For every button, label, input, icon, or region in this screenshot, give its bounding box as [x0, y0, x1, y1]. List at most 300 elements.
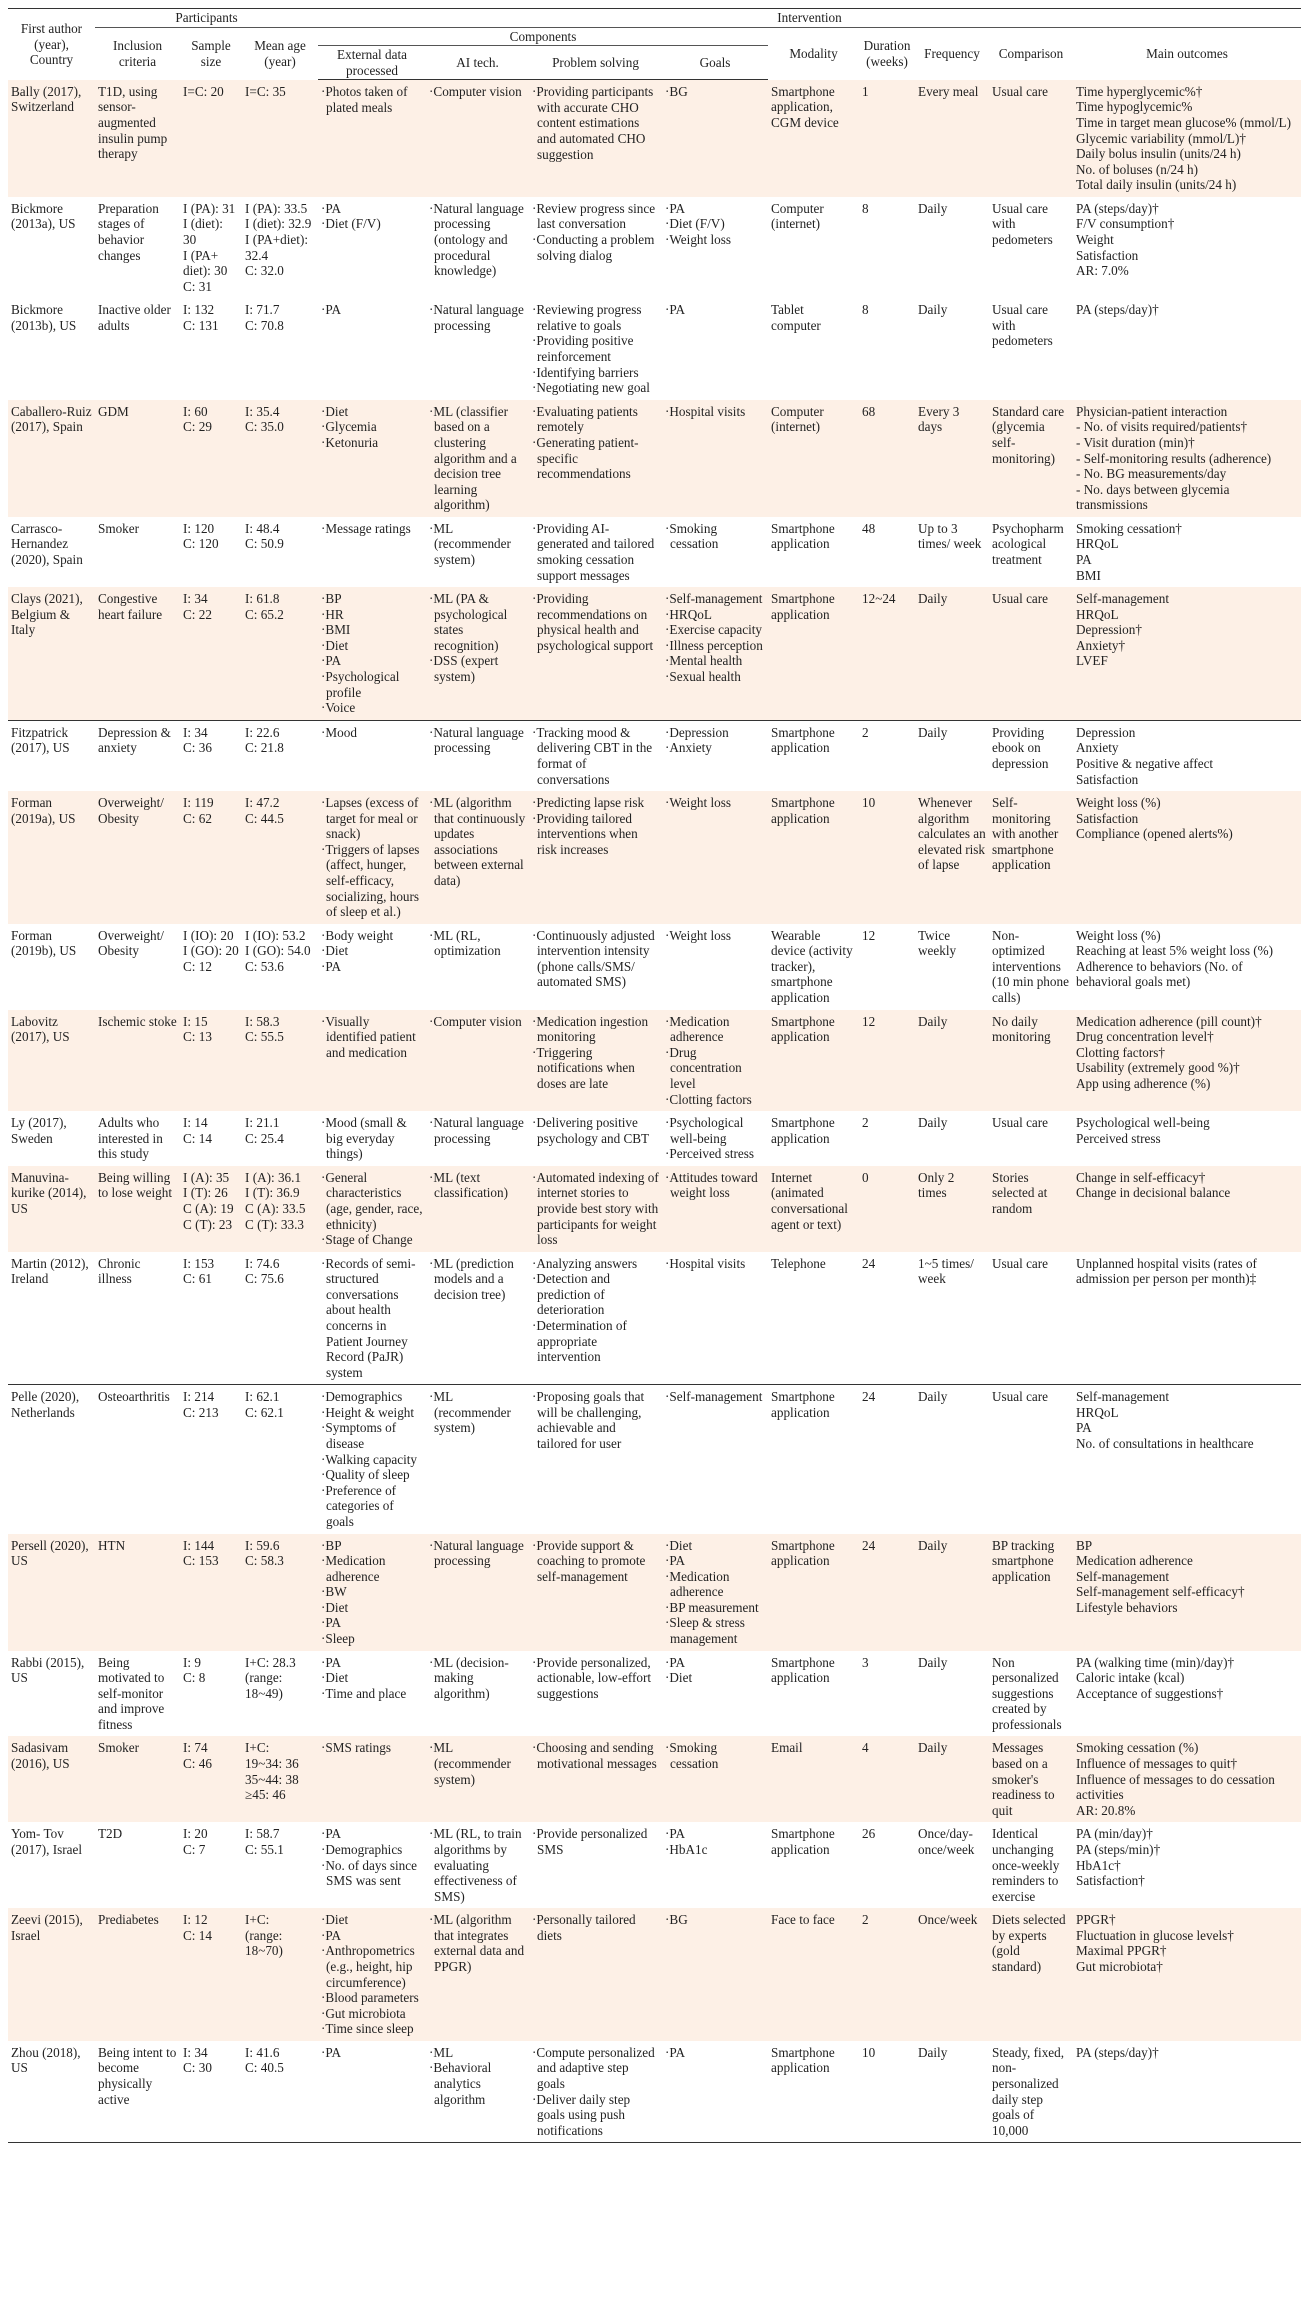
cell-line: Medication adherence — [1076, 1553, 1193, 1569]
bullet-item: ·Proposing goals that will be challenging, achievable and tailored for user — [532, 1389, 645, 1452]
sample-size-cell — [180, 791, 242, 924]
duration-cell: 2 — [862, 1115, 869, 1131]
frequency-cell: Every meal — [915, 80, 989, 197]
cell-line: C: 75.6 — [245, 1271, 284, 1287]
outcomes-cell — [1073, 400, 1301, 517]
cell-line: I: 71.7 — [245, 302, 280, 318]
bullet-item: ·PA — [321, 1927, 342, 1943]
cell-line: Acceptance of suggestions† — [1076, 1685, 1224, 1701]
inclusion-cell: T1D, using sensor-augmented insulin pump therapy — [95, 80, 180, 197]
cell-line: I: 35.4 — [245, 403, 280, 419]
duration-cell: 26 — [862, 1826, 876, 1842]
cell-line: Influence of messages to quit† — [1076, 1756, 1238, 1772]
cell-line: I: 15 — [183, 1013, 208, 1029]
cell-line: I (T): 36.9 — [245, 1185, 300, 1201]
bullet-item: ·Diet — [321, 403, 349, 419]
problem-solving-cell — [529, 1651, 662, 1737]
modality-cell: Smartphone application — [771, 520, 835, 552]
inclusion-cell: Ischemic stoke — [95, 1010, 180, 1111]
cell-line: I: 74.6 — [245, 1255, 280, 1271]
mean-age-cell — [242, 791, 318, 924]
bullet-item: ·Illness perception — [665, 637, 763, 653]
cell-line: Time in target mean glucose% (mmol/L) — [1076, 114, 1292, 130]
cell-line: I: 120 — [183, 520, 215, 536]
modality-cell: Email — [768, 1736, 859, 1822]
mean-age-cell — [242, 720, 318, 791]
cell-line: No. of consultations in healthcare — [1076, 1436, 1254, 1452]
external-data-cell — [318, 924, 426, 1010]
cell-line: I: 47.2 — [245, 795, 280, 811]
comparison-cell: Diets selected by experts (gold standard) — [989, 1908, 1073, 2041]
bullet-item: ·Personally tailored diets — [532, 1912, 636, 1943]
cell-line: I: 14 — [183, 1115, 208, 1131]
comparison-cell: Usual care with pedometers — [992, 302, 1053, 349]
problem-solving-cell — [529, 1385, 662, 1534]
bullet-item: ·Body weight — [321, 927, 394, 943]
cell-line: I (PA+ diet): 30 — [183, 247, 228, 279]
cell-line: BP — [1076, 1537, 1093, 1553]
bullet-item: ·Conducting a problem solving dialog — [532, 232, 655, 263]
problem-solving-cell — [529, 1534, 662, 1651]
table-body — [8, 80, 1301, 2143]
inclusion-cell: HTN — [95, 1534, 180, 1651]
cell-line: I (T): 26 — [183, 1185, 228, 1201]
mean-age-cell — [242, 1822, 318, 1908]
cell-line: PA — [1076, 552, 1092, 567]
cell-line: C: 61 — [183, 1271, 212, 1287]
bullet-item: ·ML (classifier based on a clustering algorithm and a decision tree learning algorithm) — [429, 403, 517, 513]
bullet-item: ·Mood — [321, 724, 357, 740]
duration-cell: 12 — [862, 927, 876, 943]
problem-solving-cell — [529, 197, 662, 298]
bullet-item: ·Providing AI-generated and tailored smoking cessation support messages — [532, 520, 655, 583]
cell-line: Self-management — [1076, 1389, 1170, 1405]
bullet-item: ·General characteristics (age, gender, race, ethnicity) — [321, 1169, 423, 1232]
table-row — [8, 80, 1301, 197]
mean-age-cell — [242, 2041, 318, 2143]
author-cell: Manuvina-kurike (2014), US — [8, 1166, 95, 1252]
frequency-cell: Daily — [918, 200, 948, 216]
cell-line: PA (steps/day)† — [1076, 200, 1159, 216]
cell-line: Medication adherence (pill count)† — [1076, 1013, 1262, 1029]
external-data-cell — [318, 720, 426, 791]
problem-solving-cell — [529, 1166, 662, 1252]
cell-line: Adherence to behaviors (No. of behavioral goals met) — [1076, 958, 1243, 990]
outcomes-cell — [1073, 924, 1301, 1010]
ai-tech-cell — [426, 1252, 529, 1385]
mean-age-cell — [242, 1534, 318, 1651]
mean-age-cell — [242, 400, 318, 517]
inclusion-cell: Congestive heart failure — [95, 587, 180, 720]
duration-cell: 8 — [862, 200, 869, 216]
comparison-cell: Psychopharm acological treatment — [992, 520, 1064, 567]
cell-line: I=C: 35 — [245, 83, 286, 99]
bullet-item: ·Visually identified patient and medication — [321, 1013, 416, 1060]
inclusion-cell: Inactive older adults — [98, 302, 171, 333]
author-cell: Bally (2017), Switzerland — [8, 80, 95, 197]
external-data-cell — [318, 197, 426, 298]
ai-tech-cell — [426, 791, 529, 924]
table-row — [8, 791, 1301, 924]
bullet-item: ·Providing participants with accurate CHO content estimations and automated CHO suggestion — [532, 84, 654, 162]
inclusion-cell: Depression & anxiety — [95, 720, 180, 791]
author-cell: Bickmore (2013a), US — [11, 200, 76, 232]
comparison-cell: Usual care — [989, 587, 1073, 720]
mean-age-cell — [242, 1385, 318, 1534]
comparison-cell: Usual care with pedometers — [992, 200, 1053, 248]
bullet-item: ·ML (recommender system) — [429, 520, 511, 567]
comparison-cell: Usual care — [989, 1385, 1073, 1534]
cell-line: C: 36 — [183, 740, 212, 756]
bullet-item: ·Attitudes toward weight loss — [665, 1169, 758, 1201]
comparison-cell: Messages based on a smoker's readiness to quit — [989, 1736, 1073, 1822]
duration-cell: 8 — [862, 302, 869, 318]
cell-line: 35~44: 38 — [245, 1771, 299, 1787]
bullet-item: ·PA — [321, 200, 342, 216]
bullet-item: ·HRQoL — [665, 606, 712, 622]
bullet-item: ·Depression — [665, 724, 729, 740]
cell-line: AR: 20.8% — [1076, 1802, 1136, 1818]
header-goals: Goals — [662, 46, 768, 80]
bullet-item: ·Anthropometrics (e.g., height, hip circumference) — [321, 1943, 415, 1990]
outcomes-cell — [1073, 1822, 1301, 1908]
cell-line: - Visit duration (min)† — [1076, 434, 1195, 450]
cell-line: C: 50.9 — [245, 536, 284, 552]
cell-line: PA (steps/min)† — [1076, 1841, 1161, 1857]
outcomes-cell — [1073, 1010, 1301, 1111]
bullet-item: ·Blood parameters — [321, 1990, 419, 2006]
header-external-data: External data processed — [318, 46, 426, 80]
bullet-item: ·Ketonuria — [321, 434, 379, 450]
bullet-item: ·Reviewing progress relative to goals — [532, 302, 642, 333]
problem-solving-cell — [529, 1252, 662, 1385]
outcomes-cell — [1073, 197, 1301, 298]
author-cell: Forman (2019a), US — [8, 791, 95, 924]
problem-solving-cell — [529, 298, 662, 399]
cell-line: Self-management — [1076, 1568, 1170, 1584]
ai-tech-cell — [426, 1385, 529, 1534]
cell-line: C (T): 23 — [183, 1216, 233, 1232]
external-data-cell — [318, 1736, 426, 1822]
header-first-author: First author (year), Country — [8, 9, 95, 80]
bullet-item: ·PA — [321, 958, 342, 974]
cell-line: Gut microbiota† — [1076, 1958, 1163, 1974]
author-cell: Zhou (2018), US — [8, 2041, 95, 2143]
cell-line: PA — [1076, 1420, 1092, 1436]
problem-solving-cell — [529, 400, 662, 517]
modality-cell: Smartphone application — [768, 587, 859, 720]
duration-cell: 68 — [859, 400, 915, 517]
bullet-item: ·Gut microbiota — [321, 2005, 406, 2021]
cell-line: I: 58.3 — [245, 1013, 280, 1029]
cell-line: Anxiety — [1076, 740, 1119, 756]
comparison-cell: Identical unchanging once-weekly reminders to exercise — [992, 1826, 1060, 1904]
author-cell: Forman (2019b), US — [11, 927, 77, 959]
cell-line: - No. days between glycemia transmissions — [1076, 481, 1230, 513]
bullet-item: ·Delivering positive psychology and CBT — [532, 1115, 650, 1146]
mean-age-cell — [242, 80, 318, 197]
table-row — [8, 197, 1301, 298]
duration-cell: 10 — [859, 791, 915, 924]
problem-solving-cell — [529, 2041, 662, 2143]
sample-size-cell — [180, 1651, 242, 1737]
header-outcomes: Main outcomes — [1146, 45, 1228, 61]
cell-line: C: 131 — [183, 317, 219, 333]
frequency-cell: Daily — [915, 2041, 989, 2143]
bullet-item: ·Diet (F/V) — [321, 216, 381, 232]
mean-age-cell — [242, 1651, 318, 1737]
bullet-item: ·Walking capacity — [321, 1451, 417, 1467]
cell-line: I=C: 20 — [183, 83, 224, 99]
goals-cell — [662, 1822, 768, 1908]
duration-cell: 12~24 — [859, 587, 915, 720]
goals-cell — [662, 197, 768, 298]
ai-tech-cell — [426, 720, 529, 791]
bullet-item: ·Behavioral analytics algorithm — [429, 2060, 492, 2107]
header-participants: Participants — [95, 9, 318, 28]
bullet-item: ·Generating patient-specific recommendations — [532, 434, 639, 482]
bullet-item: ·Natural language processing — [429, 724, 524, 756]
cell-line: Influence of messages to do cessation activities — [1076, 1771, 1275, 1803]
cell-line: I: 12 — [183, 1912, 208, 1928]
table-row — [8, 720, 1301, 791]
bullet-item: ·Height & weight — [321, 1404, 415, 1420]
mean-age-cell — [242, 298, 318, 399]
header-intervention: Intervention — [318, 9, 1301, 28]
bullet-item: ·ML (algorithm that integrates external data and PPGR) — [429, 1912, 525, 1974]
cell-line: Reaching at least 5% weight loss (%) — [1076, 943, 1274, 959]
bullet-item: ·BP — [321, 591, 342, 607]
outcomes-cell — [1073, 720, 1301, 791]
cell-line: C (A): 19 — [183, 1200, 234, 1216]
cell-line: I (diet): 32.9 — [245, 216, 312, 232]
external-data-cell — [318, 2041, 426, 2143]
frequency-cell: Daily — [918, 302, 948, 318]
duration-cell: 4 — [859, 1736, 915, 1822]
ai-tech-cell — [426, 1534, 529, 1651]
external-data-cell — [318, 1166, 426, 1252]
bullet-item: ·ML (RL, optimization — [429, 927, 501, 959]
sample-size-cell — [180, 1908, 242, 2041]
bullet-item: ·PA — [665, 302, 686, 318]
ai-tech-cell — [426, 924, 529, 1010]
sample-size-cell — [180, 1111, 242, 1166]
cell-line: Fluctuation in glucose levels† — [1076, 1927, 1234, 1943]
cell-line: HRQoL — [1076, 606, 1119, 622]
cell-line: PA (steps/day)† — [1076, 302, 1159, 318]
cell-line: I: 62.1 — [245, 1389, 280, 1405]
cell-line: Positive & negative affect — [1076, 755, 1214, 771]
comparison-cell: Non-optimized interventions (10 min phone calls) — [992, 927, 1069, 1006]
inclusion-cell: GDM — [95, 400, 180, 517]
bullet-item: ·DSS (expert system) — [429, 653, 499, 685]
bullet-item: ·ML (recommender system) — [429, 1740, 511, 1787]
cell-line: App using adherence (%) — [1076, 1075, 1211, 1091]
cell-line: Lifestyle behaviors — [1076, 1599, 1178, 1615]
cell-line: I+C: — [245, 1912, 270, 1928]
table-row — [8, 1111, 1301, 1166]
bullet-item: ·Demographics — [321, 1841, 403, 1857]
comparison-cell: Steady, fixed, non-personalized daily step goals of 10,000 — [989, 2041, 1073, 2143]
outcomes-cell — [1073, 2041, 1301, 2143]
cell-line: Usability (extremely good %)† — [1076, 1060, 1240, 1076]
external-data-cell — [318, 791, 426, 924]
modality-cell: Wearable device (activity tracker), smartphone application — [771, 927, 853, 1006]
bullet-item: ·Psychological profile — [321, 669, 400, 700]
external-data-cell — [318, 1252, 426, 1385]
bullet-item: ·BG — [665, 1912, 688, 1928]
cell-line: I: 61.8 — [245, 591, 280, 607]
bullet-item: ·Diet (F/V) — [665, 216, 725, 232]
external-data-cell — [318, 1010, 426, 1111]
inclusion-cell: Smoker — [98, 520, 140, 536]
cell-line: PA (steps/day)† — [1076, 2044, 1159, 2060]
bullet-item: ·BP measurement — [665, 1599, 759, 1615]
author-cell: Martin (2012), Ireland — [11, 1255, 89, 1287]
bullet-item: ·Choosing and sending motivational messages — [532, 1740, 657, 1772]
cell-line: Satisfaction — [1076, 247, 1139, 263]
author-cell: Carrasco-Hernandez (2020), Spain — [11, 520, 83, 567]
cell-line: C: 32.0 — [245, 263, 284, 279]
bullet-item: ·Hospital visits — [665, 1255, 746, 1271]
cell-line: C: 35.0 — [245, 419, 284, 435]
inclusion-cell: Being willing to lose weight — [95, 1166, 180, 1252]
goals-cell — [662, 2041, 768, 2143]
cell-line: F/V consumption† — [1076, 216, 1175, 232]
mean-age-cell — [242, 197, 318, 298]
modality-cell: Computer (internet) — [768, 400, 859, 517]
cell-line: I (diet): 30 — [183, 216, 223, 248]
bullet-item: ·HbA1c — [665, 1841, 708, 1857]
external-data-cell — [318, 1385, 426, 1534]
cell-line: - No. BG measurements/day — [1076, 466, 1227, 482]
table-row — [8, 924, 1301, 1010]
cell-line: C: 7 — [183, 1841, 206, 1857]
outcomes-cell — [1073, 1252, 1301, 1385]
external-data-cell — [318, 80, 426, 197]
duration-cell: 24 — [862, 1255, 876, 1271]
goals-cell — [662, 1385, 768, 1534]
cell-line: I (PA+diet): 32.4 — [245, 232, 308, 263]
bullet-item: ·Provide personalized, actionable, low-effort suggestions — [532, 1654, 652, 1701]
cell-line: C: 44.5 — [245, 810, 284, 826]
inclusion-cell: Prediabetes — [95, 1908, 180, 2041]
ai-tech-cell — [426, 1111, 529, 1166]
bullet-item: ·PA — [321, 653, 342, 669]
header-ai-tech: AI tech. — [426, 46, 529, 80]
bullet-item: ·Weight loss — [665, 232, 731, 248]
comparison-cell: Usual care — [992, 1115, 1049, 1131]
bullet-item: ·Natural language processing — [429, 1115, 524, 1146]
cell-line: C: 62 — [183, 810, 212, 826]
bullet-item: ·Computer vision — [429, 1013, 522, 1029]
bullet-item: ·Demographics — [321, 1389, 403, 1405]
sample-size-cell — [180, 1736, 242, 1822]
header-comparison: Comparison — [998, 45, 1064, 61]
external-data-cell — [318, 400, 426, 517]
bullet-item: ·Diet — [665, 1537, 693, 1553]
author-cell: Pelle (2020), Netherlands — [8, 1385, 95, 1534]
problem-solving-cell — [529, 791, 662, 924]
sample-size-cell — [180, 924, 242, 1010]
table-row — [8, 2041, 1301, 2143]
cell-line: C (A): 33.5 — [245, 1200, 306, 1216]
bullet-item: ·Symptoms of disease — [321, 1420, 397, 1452]
frequency-cell: Daily — [918, 1115, 948, 1131]
cell-line: I: 153 — [183, 1255, 215, 1271]
bullet-item: ·Smoking cessation — [665, 520, 719, 552]
bullet-item: ·Records of semi-structured conversations about health concerns in Patient Journey Record (PaJR) system — [321, 1255, 416, 1380]
duration-cell: 3 — [862, 1654, 869, 1670]
cell-line: I (A): 36.1 — [245, 1169, 302, 1185]
ai-tech-cell — [426, 1651, 529, 1737]
cell-line: I (GO): 20 — [183, 943, 239, 959]
bullet-item: ·Tracking mood & delivering CBT in the format of conversations — [532, 724, 653, 787]
header-inclusion: Inclusion criteria — [112, 38, 163, 69]
bullet-item: ·Glycemia — [321, 419, 377, 435]
bullet-item: ·Providing positive reinforcement — [532, 333, 634, 365]
table-row — [8, 1651, 1301, 1737]
bullet-item: ·Photos taken of plated meals — [321, 84, 408, 115]
bullet-item: ·Exercise capacity — [665, 622, 763, 638]
cell-line: C: 21.8 — [245, 740, 284, 756]
frequency-cell: Daily — [915, 720, 989, 791]
bullet-item: ·Natural language processing — [429, 1537, 524, 1569]
cell-line: PA (walking time (min)/day)† — [1076, 1654, 1235, 1670]
ai-tech-cell — [426, 2041, 529, 2143]
modality-cell: Smartphone application — [768, 720, 859, 791]
duration-cell: 48 — [862, 520, 876, 536]
bullet-item: ·Determination of appropriate intervention — [532, 1318, 627, 1365]
inclusion-cell: T2D — [98, 1826, 123, 1842]
bullet-item: ·Time since sleep — [321, 2021, 414, 2037]
ai-tech-cell — [426, 1010, 529, 1111]
bullet-item: ·PA — [321, 1654, 342, 1670]
cell-line: C: 14 — [183, 1927, 212, 1943]
goals-cell — [662, 720, 768, 791]
bullet-item: ·PA — [321, 2044, 342, 2060]
bullet-item: ·Natural language processing (ontology and procedural knowledge) — [429, 200, 524, 279]
author-cell: Fitzpatrick (2017), US — [8, 720, 95, 791]
duration-cell: 12 — [859, 1010, 915, 1111]
bullet-item: ·Psychological well-being — [665, 1115, 744, 1146]
mean-age-cell — [242, 1166, 318, 1252]
author-cell: Ly (2017), Sweden — [11, 1115, 67, 1146]
problem-solving-cell — [529, 924, 662, 1010]
problem-solving-cell — [529, 517, 662, 587]
bullet-item: ·Medication adherence — [665, 1568, 730, 1600]
bullet-item: ·SMS ratings — [321, 1740, 391, 1756]
bullet-item: ·Continuously adjusted intervention intensity (phone calls/SMS/ automated SMS) — [532, 927, 655, 990]
problem-solving-cell — [529, 1111, 662, 1166]
cell-line: Change in decisional balance — [1076, 1185, 1231, 1201]
author-cell: Sadasivam (2016), US — [8, 1736, 95, 1822]
frequency-cell: 1~5 times/ week — [918, 1255, 974, 1287]
cell-line: (range: 18~70) — [245, 1927, 283, 1959]
comparison-cell: BP tracking smartphone application — [989, 1534, 1073, 1651]
cell-line: C: 31 — [183, 278, 212, 294]
bullet-item: ·Diet — [321, 637, 349, 653]
bullet-item: ·Medication adherence — [665, 1013, 730, 1045]
goals-cell — [662, 1166, 768, 1252]
duration-cell: 0 — [859, 1166, 915, 1252]
cell-line: Clotting factors† — [1076, 1044, 1166, 1060]
bullet-item: ·PA — [665, 1654, 686, 1670]
bullet-item: ·ML (prediction models and a decision tree) — [429, 1255, 514, 1302]
outcomes-cell — [1073, 1651, 1301, 1737]
cell-line: HRQoL — [1076, 1404, 1119, 1420]
cell-line: LVEF — [1076, 653, 1108, 669]
